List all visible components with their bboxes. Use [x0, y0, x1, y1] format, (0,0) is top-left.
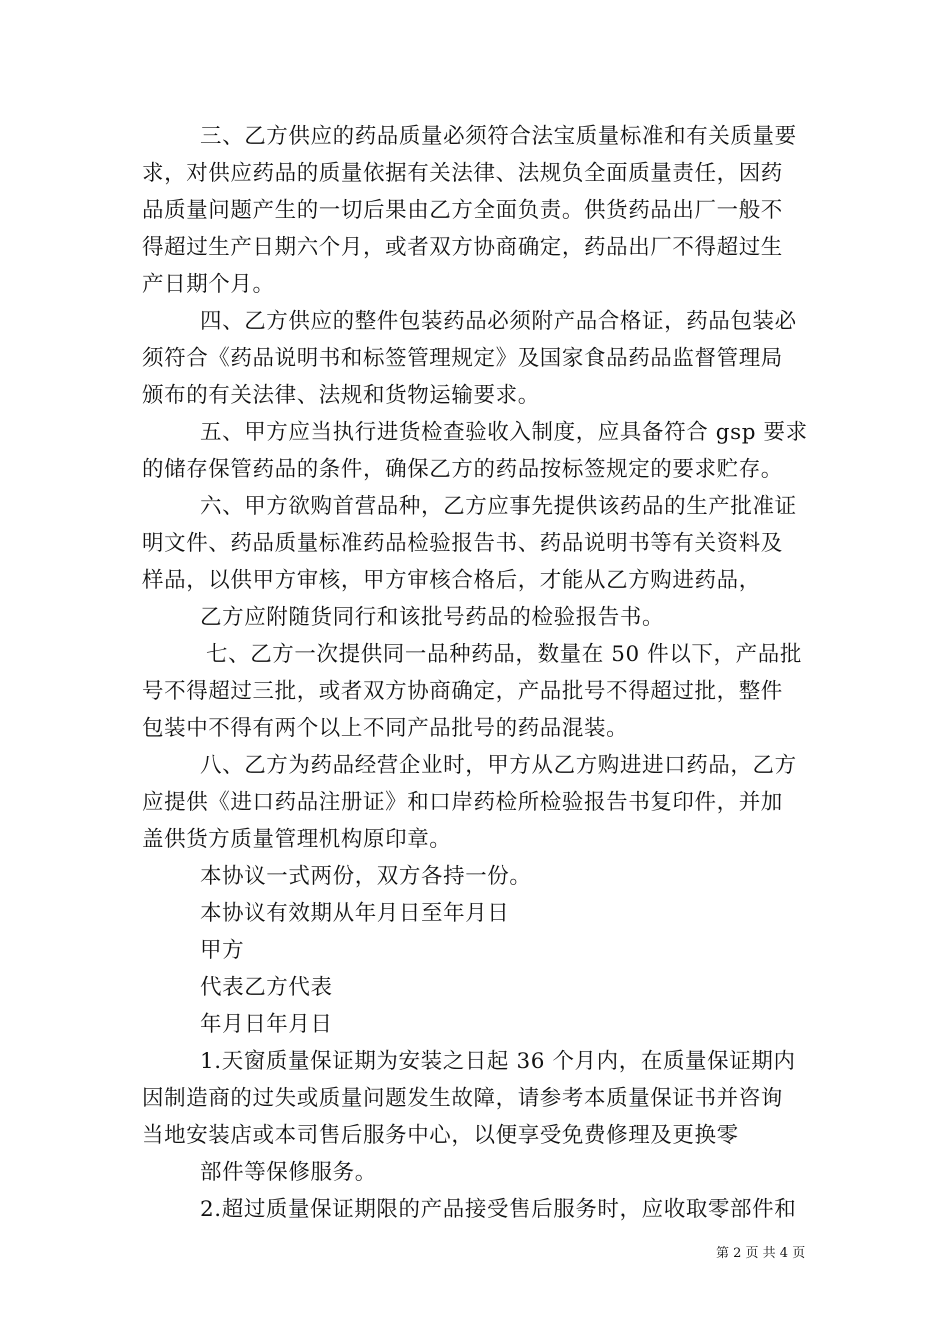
- text-line: 号不得超过三批，或者双方协商确定，产品批号不得超过批，整件: [142, 679, 783, 704]
- text-line: 部件等保修服务。: [200, 1160, 377, 1185]
- text-line: 求，对供应药品的质量依据有关法律、法规负全面质量责任，因药: [142, 161, 783, 186]
- text-line: 本协议有效期从年月日至年月日: [200, 901, 510, 926]
- text-line: 因制造商的过失或质量问题发生故障，请参考本质量保证书并咨询: [142, 1086, 783, 1111]
- text-line: 应提供《进口药品注册证》和口岸药检所检验报告书复印件，并加: [142, 790, 783, 815]
- text-line: 代表乙方代表: [200, 975, 333, 1000]
- text-line: 包装中不得有两个以上不同产品批号的药品混装。: [142, 716, 629, 741]
- text-line: 七、乙方一次提供同一品种药品，数量在 50 件以下，产品批: [206, 642, 802, 667]
- text-line: 得超过生产日期六个月，或者双方协商确定，药品出厂不得超过生: [142, 235, 783, 260]
- text-line: 品质量问题产生的一切后果由乙方全面负责。供货药品出厂一般不: [142, 198, 783, 223]
- text-line: 四、乙方供应的整件包装药品必须附产品合格证，药品包装必: [200, 309, 797, 334]
- text-line: 年月日年月日: [200, 1012, 333, 1037]
- page-number-footer: 第 2 页 共 4 页: [716, 1246, 806, 1261]
- text-line: 颁布的有关法律、法规和货物运输要求。: [142, 383, 540, 408]
- text-line: 乙方应附随货同行和该批号药品的检验报告书。: [200, 605, 665, 630]
- text-line: 八、乙方为药品经营企业时，甲方从乙方购进进口药品，乙方: [200, 753, 797, 778]
- text-line: 六、甲方欲购首营品种，乙方应事先提供该药品的生产批准证: [200, 494, 797, 519]
- text-line: 本协议一式两份，双方各持一份。: [200, 864, 532, 889]
- text-line: 样品，以供甲方审核，甲方审核合格后，才能从乙方购进药品，: [142, 568, 761, 593]
- text-line: 五、甲方应当执行进货检查验收入制度，应具备符合 gsp 要求: [200, 420, 808, 445]
- text-line: 三、乙方供应的药品质量必须符合法宝质量标准和有关质量要: [200, 124, 797, 149]
- text-line: 须符合《药品说明书和标签管理规定》及国家食品药品监督管理局: [142, 346, 783, 371]
- text-line: 1.天窗质量保证期为安装之日起 36 个月内，在质量保证期内: [200, 1049, 796, 1074]
- text-line: 产日期个月。: [142, 272, 275, 297]
- text-line: 明文件、药品质量标准药品检验报告书、药品说明书等有关资料及: [142, 531, 783, 556]
- text-line: 甲方: [200, 938, 245, 963]
- text-line: 当地安装店或本司售后服务中心，以便享受免费修理及更换零: [142, 1123, 739, 1148]
- text-line: 盖供货方质量管理机构原印章。: [142, 827, 452, 852]
- text-line: 的储存保管药品的条件，确保乙方的药品按标签规定的要求贮存。: [142, 457, 783, 482]
- text-line: 2.超过质量保证期限的产品接受售后服务时，应收取零部件和: [200, 1197, 797, 1222]
